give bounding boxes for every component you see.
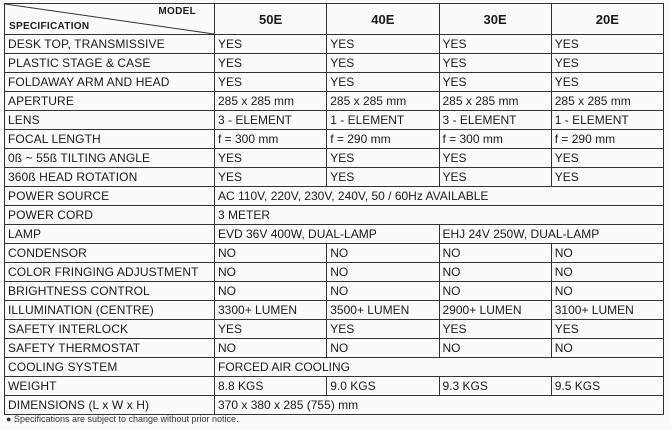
footnote: ● Specifications are subject to change without prior notice.: [6, 414, 239, 424]
table-row: [5, 377, 664, 396]
table-row: [5, 187, 664, 206]
spec-merged-value-cell: EVD 36V 400W, DUAL-LAMP: [215, 225, 440, 244]
spec-value-cell: NO: [327, 282, 439, 301]
spec-label-cell: FOLDAWAY ARM AND HEAD: [5, 73, 215, 92]
spec-value-cell: NO: [551, 282, 663, 301]
spec-value-cell: YES: [215, 35, 327, 54]
table-row: [5, 149, 664, 168]
spec-value-cell: 9.3 KGS: [439, 377, 551, 396]
table-row: [5, 339, 664, 358]
spec-merged-value-cell: FORCED AIR COOLING: [215, 358, 664, 377]
table-row: [5, 320, 664, 339]
table-row: [5, 396, 664, 415]
table-row: [5, 282, 664, 301]
spec-label-cell: SAFETY THERMOSTAT: [5, 339, 215, 358]
spec-value-cell: YES: [215, 320, 327, 339]
spec-value-cell: 3100+ LUMEN: [551, 301, 663, 320]
spec-value-cell: f = 290 mm: [327, 130, 439, 149]
spec-value-cell: YES: [439, 320, 551, 339]
spec-label-cell: 0ß ~ 55ß TILTING ANGLE: [5, 149, 215, 168]
spec-value-cell: 3300+ LUMEN: [215, 301, 327, 320]
spec-value-cell: 9.5 KGS: [551, 377, 663, 396]
table-row: [5, 225, 664, 244]
spec-label-cell: APERTURE: [5, 92, 215, 111]
spec-value-cell: YES: [439, 35, 551, 54]
specification-header-label: SPECIFICATION: [9, 21, 90, 32]
spec-value-cell: YES: [439, 73, 551, 92]
spec-value-cell: YES: [551, 54, 663, 73]
spec-label-cell: CONDENSOR: [5, 244, 215, 263]
table-row: [5, 92, 664, 111]
spec-merged-value-cell: 370 x 380 x 285 (755) mm: [215, 396, 664, 415]
table-row: [5, 73, 664, 92]
table-header-row: [5, 4, 664, 35]
spec-value-cell: 285 x 285 mm: [439, 92, 551, 111]
spec-label-cell: COLOR FRINGING ADJUSTMENT: [5, 263, 215, 282]
spec-value-cell: NO: [215, 263, 327, 282]
spec-value-cell: 1 - ELEMENT: [551, 111, 663, 130]
spec-value-cell: NO: [551, 339, 663, 358]
spec-value-cell: YES: [439, 168, 551, 187]
spec-value-cell: YES: [215, 73, 327, 92]
spec-value-cell: NO: [215, 244, 327, 263]
model-column-header: 40E: [327, 4, 439, 35]
spec-value-cell: YES: [215, 168, 327, 187]
spec-label-cell: BRIGHTNESS CONTROL: [5, 282, 215, 301]
spec-value-cell: 1 - ELEMENT: [327, 111, 439, 130]
spec-value-cell: YES: [551, 168, 663, 187]
spec-merged-value-cell: EHJ 24V 250W, DUAL-LAMP: [439, 225, 664, 244]
table-row: [5, 358, 664, 377]
specification-table: [4, 3, 664, 415]
spec-value-cell: YES: [327, 73, 439, 92]
spec-value-cell: 2900+ LUMEN: [439, 301, 551, 320]
spec-value-cell: 3 - ELEMENT: [215, 111, 327, 130]
model-column-header: 20E: [551, 4, 663, 35]
spec-value-cell: YES: [215, 54, 327, 73]
spec-label-cell: DIMENSIONS (L x W x H): [5, 396, 215, 415]
spec-value-cell: YES: [551, 320, 663, 339]
spec-value-cell: YES: [215, 149, 327, 168]
model-column-header: 30E: [439, 4, 551, 35]
spec-value-cell: YES: [551, 149, 663, 168]
spec-value-cell: NO: [439, 263, 551, 282]
spec-value-cell: 285 x 285 mm: [551, 92, 663, 111]
table-row: [5, 301, 664, 320]
spec-value-cell: NO: [439, 244, 551, 263]
model-header-label: MODEL: [158, 6, 196, 17]
table-row: [5, 130, 664, 149]
model-spec-corner-cell: [5, 4, 215, 35]
table-row: [5, 111, 664, 130]
spec-value-cell: 8.8 KGS: [215, 377, 327, 396]
spec-value-cell: f = 300 mm: [215, 130, 327, 149]
spec-value-cell: YES: [327, 54, 439, 73]
table-row: [5, 206, 664, 225]
spec-value-cell: NO: [439, 282, 551, 301]
spec-label-cell: POWER SOURCE: [5, 187, 215, 206]
spec-label-cell: DESK TOP, TRANSMISSIVE: [5, 35, 215, 54]
spec-value-cell: YES: [327, 320, 439, 339]
model-column-header: 50E: [215, 4, 327, 35]
spec-value-cell: NO: [439, 339, 551, 358]
spec-value-cell: 3500+ LUMEN: [327, 301, 439, 320]
spec-value-cell: NO: [327, 244, 439, 263]
table-row: [5, 35, 664, 54]
spec-value-cell: YES: [439, 54, 551, 73]
spec-label-cell: PLASTIC STAGE & CASE: [5, 54, 215, 73]
spec-label-cell: LENS: [5, 111, 215, 130]
table-row: [5, 54, 664, 73]
spec-label-cell: FOCAL LENGTH: [5, 130, 215, 149]
table-row: [5, 244, 664, 263]
table-row: [5, 263, 664, 282]
spec-value-cell: NO: [551, 263, 663, 282]
spec-value-cell: NO: [551, 244, 663, 263]
spec-value-cell: 285 x 285 mm: [215, 92, 327, 111]
table-row: [5, 168, 664, 187]
spec-merged-value-cell: AC 110V, 220V, 230V, 240V, 50 / 60Hz AVAILABLE: [215, 187, 664, 206]
spec-label-cell: WEIGHT: [5, 377, 215, 396]
spec-label-cell: 360ß HEAD ROTATION: [5, 168, 215, 187]
spec-value-cell: 285 x 285 mm: [327, 92, 439, 111]
specification-table-body: [5, 35, 664, 415]
spec-value-cell: YES: [439, 149, 551, 168]
spec-value-cell: YES: [551, 35, 663, 54]
spec-value-cell: 3 - ELEMENT: [439, 111, 551, 130]
spec-label-cell: COOLING SYSTEM: [5, 358, 215, 377]
spec-label-cell: LAMP: [5, 225, 215, 244]
spec-value-cell: NO: [327, 339, 439, 358]
spec-value-cell: YES: [327, 149, 439, 168]
spec-value-cell: NO: [215, 282, 327, 301]
spec-value-cell: f = 300 mm: [439, 130, 551, 149]
spec-value-cell: 9.0 KGS: [327, 377, 439, 396]
spec-merged-value-cell: 3 METER: [215, 206, 664, 225]
spec-value-cell: NO: [327, 263, 439, 282]
spec-value-cell: YES: [327, 168, 439, 187]
spec-label-cell: POWER CORD: [5, 206, 215, 225]
spec-label-cell: SAFETY INTERLOCK: [5, 320, 215, 339]
spec-value-cell: YES: [327, 35, 439, 54]
spec-value-cell: YES: [551, 73, 663, 92]
spec-value-cell: f = 290 mm: [551, 130, 663, 149]
spec-value-cell: NO: [215, 339, 327, 358]
spec-label-cell: ILLUMINATION (CENTRE): [5, 301, 215, 320]
